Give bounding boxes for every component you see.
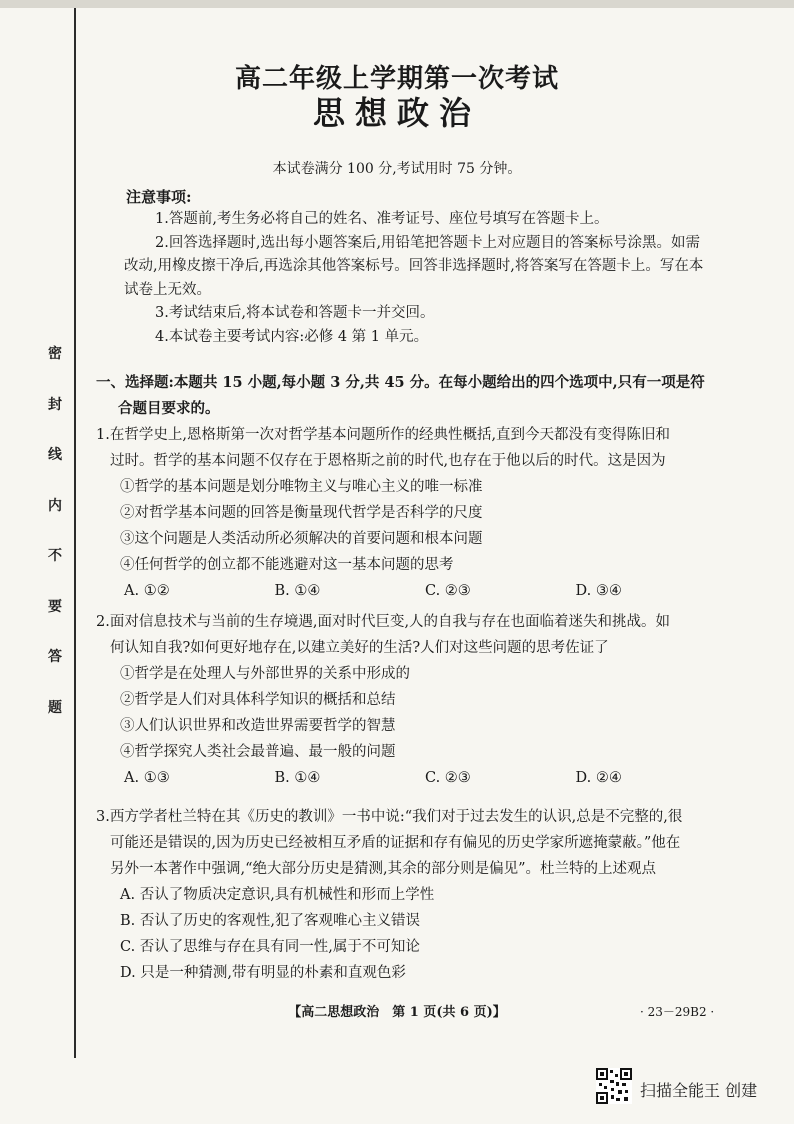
section-line: 合题目要求的。 — [118, 400, 220, 417]
scanner-watermark: 扫描全能王 创建 — [640, 1081, 758, 1100]
statement: ②哲学是人们对具体科学知识的概括和总结 — [120, 692, 396, 708]
exam-title: 高二年级上学期第一次考试 — [234, 64, 559, 94]
subject-title: 思想政治 — [312, 94, 481, 132]
attention-item: 1.答题前,考生务必将自己的姓名、准考证号、座位号填写在答题卡上。 — [155, 211, 609, 227]
question-2 — [96, 609, 726, 791]
question-stem — [96, 422, 726, 474]
question-stem — [96, 804, 726, 882]
binding-char: 要 — [48, 598, 62, 615]
stem-line: 1.在哲学史上,恩格斯第一次对哲学基本问题所作的经典性概括,直到今天都没有变得陈旧和 — [96, 427, 671, 443]
statement: ①哲学的基本问题是划分唯物主义与唯心主义的唯一标准 — [120, 479, 483, 495]
attention-item: 3.考试结束后,将本试卷和答题卡一并交回。 — [155, 305, 435, 321]
stem-line: 3.西方学者杜兰特在其《历史的教训》一书中说:“我们对于过去发生的认识,总是不完整的,很 — [96, 809, 683, 825]
stem-line: 2.面对信息技术与当前的生存境遇,面对时代巨变,人的自我与存在也面临着迷失和挑战。如 — [96, 614, 671, 630]
statement: ①哲学是在处理人与外部世界的关系中形成的 — [120, 666, 410, 682]
option-c: C. 否认了思维与存在具有同一性,属于不可知论 — [120, 939, 420, 955]
statement: ④哲学探究人类社会最普遍、最一般的问题 — [120, 744, 396, 760]
scan-top-edge — [0, 0, 794, 8]
option-b: B. 否认了历史的客观性,犯了客观唯心主义错误 — [120, 913, 420, 929]
statement: ④任何哲学的创立都不能逃避对这一基本问题的思考 — [120, 557, 454, 573]
question-stem — [96, 609, 726, 661]
stem-line: 何认知自我?如何更好地存在,以建立美好的生活?人们对这些问题的思考佐证了 — [110, 640, 609, 656]
option-d: D. 只是一种猜测,带有明显的朴素和直观色彩 — [120, 965, 406, 981]
choice-b: B. ①④ — [274, 770, 321, 786]
attention-item: 4.本试卷主要考试内容:必修 4 第 1 单元。 — [155, 328, 429, 345]
binding-char: 题 — [48, 699, 62, 716]
binding-margin-text — [44, 346, 66, 716]
choice-row — [96, 578, 726, 604]
choice-d: D. ②④ — [575, 770, 622, 786]
paper-code: · 23－29B2 · — [640, 1005, 715, 1019]
page-footer-label: 【高二思想政治 第 1 页(共 6 页)】 — [288, 1005, 506, 1020]
binding-char: 密 — [48, 346, 62, 362]
question-3 — [96, 804, 726, 986]
binding-char: 线 — [48, 447, 62, 464]
choice-c: C. ②③ — [425, 583, 471, 599]
score-note: 本试卷满分 100 分,考试用时 75 分钟。 — [272, 161, 522, 177]
stem-line: 另外一本著作中强调,“绝大部分历史是猜测,其余的部分则是偏见”。杜兰特的上述观点 — [110, 861, 657, 877]
binding-char: 封 — [48, 396, 62, 413]
option-a: A. 否认了物质决定意识,具有机械性和形而上学性 — [120, 887, 435, 903]
statement: ③这个问题是人类活动所必须解决的首要问题和根本问题 — [120, 531, 483, 547]
statement: ③人们认识世界和改造世界需要哲学的智慧 — [120, 718, 396, 734]
choice-a: A. ①② — [124, 583, 170, 599]
binding-char: 内 — [48, 497, 62, 514]
attention-item: 2.回答选择题时,选出每小题答案后,用铅笔把答题卡上对应题目的答案标号涂黑。如需改动,用橡皮擦干净后,再选涂其他答案标号。回答非选择题时,将答案写在答题卡上。写在本试卷上无效。 — [124, 234, 704, 298]
stem-line: 可能还是错误的,因为历史已经被相互矛盾的证据和存有偏见的历史学家所遮掩蒙蔽。”他在 — [110, 835, 681, 851]
attention-heading: 注意事项: — [126, 188, 192, 206]
statement: ②对哲学基本问题的回答是衡量现代哲学是否科学的尺度 — [120, 505, 483, 521]
qr-code-icon — [596, 1068, 632, 1104]
binding-char: 答 — [48, 649, 62, 666]
section-heading — [96, 370, 716, 422]
choice-a: A. ①③ — [124, 770, 170, 786]
choice-b: B. ①④ — [274, 583, 321, 599]
choice-c: C. ②③ — [425, 770, 471, 786]
choice-row — [96, 765, 726, 791]
stem-line: 过时。哲学的基本问题不仅存在于恩格斯之前的时代,也存在于他以后的时代。这是因为 — [110, 453, 666, 469]
binding-char: 不 — [48, 548, 62, 565]
question-1 — [96, 422, 726, 604]
attention-list — [124, 208, 704, 349]
choice-d: D. ③④ — [575, 583, 622, 599]
section-line: 一、选择题:本题共 15 小题,每小题 3 分,共 45 分。在每小题给出的四个选项中,只有一项是符 — [96, 374, 705, 391]
